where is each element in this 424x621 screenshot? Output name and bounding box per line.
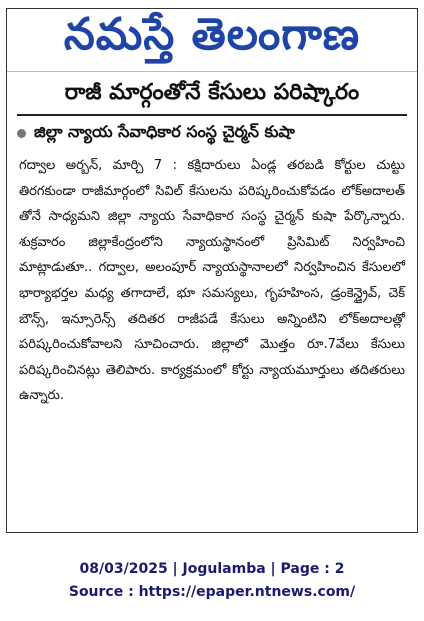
newspaper-clipping xyxy=(6,8,418,533)
article-subhead xyxy=(17,122,407,145)
subhead-text: జిల్లా న్యాయ సేవాధికార సంస్థ చైర్మన్ కుషా xyxy=(34,122,295,141)
bullet-icon xyxy=(17,129,26,138)
source-link[interactable]: Source : https://epaper.ntnews.com/ xyxy=(68,584,356,600)
article-body: గద్వాల అర్బన్, మార్చి 7 : కక్షిదారులు ఏండ్ల తరబడి కోర్టుల చుట్టు తిరగకుండా రాజీమార్గంలో సివిల్ కేసులను పరిష్కరించుకోవడం లోక్అదాలత్ తోనే సాధ్యమని జిల్లా న్యాయ సేవాధికార సంస్థ చైర్మన్ కుషా పేర్కొన్నారు. శుక్రవారం జిల్లాకేంద్రంలోని న్యాయస్థానంలో ప్రిసిమిట్ నిర్వహించి మాట్లాడుతూ.. గద్వాల, అలంపూర్ న్యాయస్థానాలలో నిర్వహించిన కేసులలో భార్యాభర్తల మధ్య తగాదాలే, భూ సమస్యలు, గృహహింస, డ్రంకెన్డ్రైవ్, చెక్ బౌన్స్, ఇన్సూరెన్స్ తదితర రాజీపడే కేసులు అన్నింటిని లోక్అదాలత్లో పరిష్కరించుకోవాలని సూచించారు. జిల్లాలో మొత్తం రూ.7వేలు కేసులు పరిష్కరించినట్లు తెలిపారు. కార్యక్రమంలో కోర్టు న్యాయమూర్తులు తదితరులు ఉన్నారు. xyxy=(19,158,405,404)
article-headline: రాజీ మార్గంతోనే కేసులు పరిష్కారం xyxy=(64,80,360,105)
masthead-logo: నమస్తే తెలంగాణ xyxy=(7,9,417,72)
edition-info: 08/03/2025 | Jogulamba | Page : 2 xyxy=(79,561,345,577)
headline-divider xyxy=(17,114,407,116)
